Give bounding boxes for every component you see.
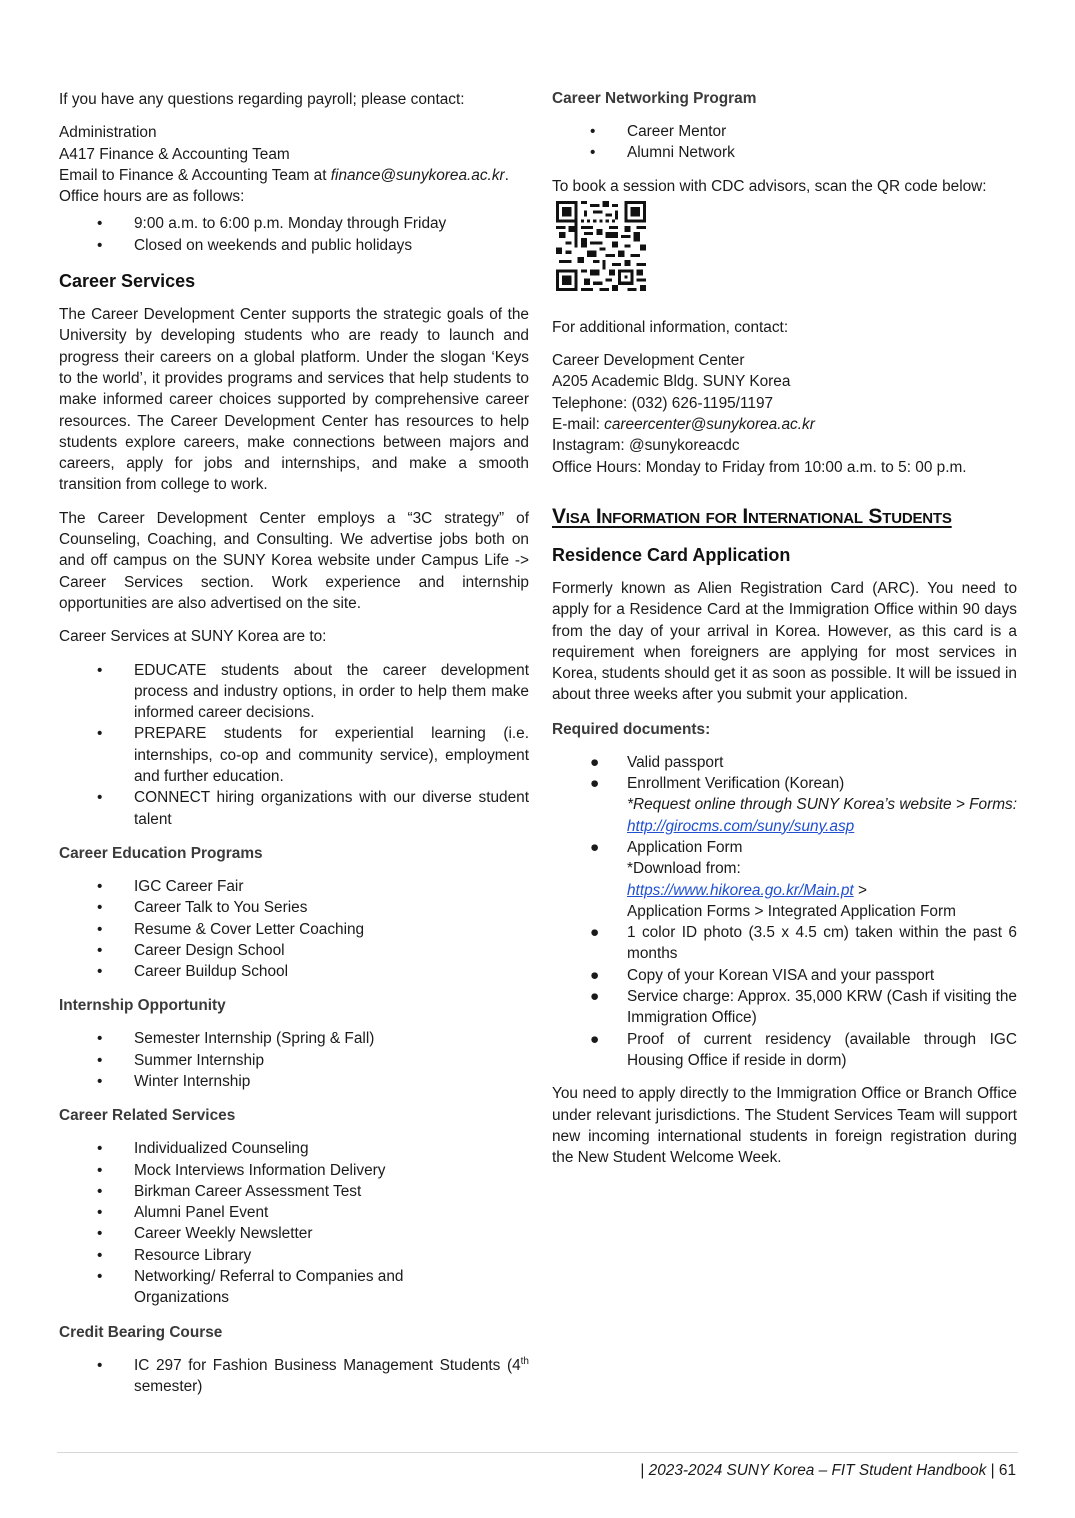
list-item: • Winter Internship xyxy=(59,1071,529,1092)
list-item: ● 1 color ID photo (3.5 x 4.5 cm) taken within the past 6 months xyxy=(590,924,1017,963)
email-line xyxy=(59,165,529,186)
bullet-icon: ● xyxy=(590,753,600,771)
bullet-icon: • xyxy=(97,789,103,807)
bullet-icon: • xyxy=(97,1246,103,1264)
list-item: • Resume & Cover Letter Coaching xyxy=(59,919,529,940)
cdc-contact-block xyxy=(552,350,1017,478)
internship-list xyxy=(59,1028,529,1092)
bullet-icon: • xyxy=(97,1072,103,1090)
bullet-icon: • xyxy=(97,1268,103,1286)
list-item: • Networking/ Referral to Companies and Organizations xyxy=(97,1268,404,1307)
credit-list xyxy=(59,1355,529,1398)
bullet-icon: • xyxy=(97,236,103,254)
email-label: E-mail: xyxy=(552,416,605,434)
list-item: • Mock Interviews Information Delivery xyxy=(59,1160,529,1181)
list-item: • Career Talk to You Series xyxy=(59,897,529,918)
office-hours-list xyxy=(59,213,529,256)
bullet-icon: • xyxy=(97,1182,103,1200)
internship-heading: Internship Opportunity xyxy=(59,997,226,1015)
career-goals-list xyxy=(59,660,529,830)
contact-email-line xyxy=(552,414,1017,435)
required-heading: Required documents: xyxy=(552,720,711,738)
education-list xyxy=(59,876,529,982)
footer-divider xyxy=(57,1452,1018,1453)
list-item: • EDUCATE students about the career development process and industry options, in order to help them make informed career decisions. xyxy=(97,661,529,722)
education-heading: Career Education Programs xyxy=(59,844,263,862)
list-item: ● Valid passport xyxy=(552,752,1017,773)
list-item: • IGC Career Fair xyxy=(59,876,529,897)
bullet-icon: ● xyxy=(590,775,600,793)
finance-email[interactable]: finance@sunykorea.ac.kr xyxy=(330,166,505,184)
list-item: • Closed on weekends and public holidays xyxy=(59,235,529,256)
bullet-icon: • xyxy=(97,1051,103,1069)
bullet-icon: ● xyxy=(590,988,600,1006)
list-item: ● Application Form *Download from: https://www.hikorea.go.kr/Main.pt > Application Forms > Integrated Application Form xyxy=(590,838,956,920)
bullet-icon: • xyxy=(97,941,103,959)
bullet-icon: • xyxy=(97,1030,103,1048)
bullet-icon: • xyxy=(97,1225,103,1243)
qr-code-icon[interactable] xyxy=(556,201,646,291)
bullet-icon: • xyxy=(97,963,103,981)
hours-intro: Office hours are as follows: xyxy=(59,188,245,206)
list-item: • Alumni Panel Event xyxy=(59,1202,529,1223)
bullet-icon: • xyxy=(590,144,596,162)
related-heading: Career Related Services xyxy=(59,1107,236,1125)
enrollment-note: *Request online through SUNY Korea’s website > Forms: http://girocms.com/suny/suny.asp xyxy=(627,796,1017,835)
bullet-icon: ● xyxy=(590,966,600,984)
footer-bar: | xyxy=(640,1462,649,1479)
career-paragraph-3: Career Services at SUNY Korea are to: xyxy=(59,628,327,646)
admin-line: Administration xyxy=(59,124,157,142)
girocms-link[interactable]: http://girocms.com/suny/suny.asp xyxy=(627,817,855,835)
career-services-heading: Career Services xyxy=(59,271,196,292)
bullet-icon: • xyxy=(97,899,103,917)
networking-list xyxy=(552,121,1017,164)
list-item: • IC 297 for Fashion Business Management Students (4th semester) xyxy=(97,1355,529,1395)
career-paragraph-1: The Career Development Center supports the strategic goals of the University by developing students who are ready to launch and progress their careers on a global platform. Under the slogan ‘Keys to the world’, it provides programs and services that help students to make informed career choices supported by comprehensive career resources. The Career Development Center has resources to help students explore careers, make connections between majors and careers, apply for jobs and internships, and make a smooth transition from college to work. xyxy=(59,306,529,494)
bullet-icon: • xyxy=(97,877,103,895)
list-item: ● Copy of your Korean VISA and your passport xyxy=(552,965,1017,986)
bullet-icon: ● xyxy=(590,838,600,856)
hikorea-link[interactable]: https://www.hikorea.go.kr/Main.pt xyxy=(627,881,854,899)
bullet-icon: • xyxy=(97,920,103,938)
payroll-contact xyxy=(59,122,529,207)
list-item: • 9:00 a.m. to 6:00 p.m. Monday through Friday xyxy=(59,213,529,234)
bullet-icon: ● xyxy=(590,1030,600,1048)
list-item: • Summer Internship xyxy=(59,1050,529,1071)
bullet-icon: • xyxy=(97,215,103,233)
list-item: • Individualized Counseling xyxy=(59,1138,529,1159)
bullet-icon: • xyxy=(97,1204,103,1222)
office-hours-line: Office Hours: Monday to Friday from 10:00 a.m. to 5: 00 p.m. xyxy=(552,458,967,476)
email-suffix: . xyxy=(504,166,509,184)
career-center-email[interactable]: careercenter@sunykorea.ac.kr xyxy=(604,416,815,434)
list-item: • PREPARE students for experiential learning (i.e. internships, co-op and community service), employment and further education. xyxy=(97,725,529,786)
list-item: ● Service charge: Approx. 35,000 KRW (Cash if visiting the Immigration Office) xyxy=(590,988,1017,1027)
list-item: • Career Mentor xyxy=(552,121,1017,142)
page-number: | 61 xyxy=(986,1462,1016,1479)
networking-heading: Career Networking Program xyxy=(552,90,757,107)
list-item: ● Proof of current residency (available through IGC Housing Office if reside in dorm) xyxy=(590,1030,1017,1069)
bullet-icon: • xyxy=(97,1356,103,1374)
list-item: • Career Buildup School xyxy=(59,961,529,982)
residence-heading: Residence Card Application xyxy=(552,544,791,565)
related-list xyxy=(59,1138,529,1308)
email-prefix: Email to Finance & Accounting Team at xyxy=(59,166,331,184)
list-item: • CONNECT hiring organizations with our diverse student talent xyxy=(97,789,529,828)
required-documents-list xyxy=(552,752,1017,1071)
visa-heading: Visa Information for International Students xyxy=(552,504,952,528)
contact-line: Telephone: (032) 626-1195/1197 xyxy=(552,394,774,412)
instagram-line: Instagram: @sunykoreacdc xyxy=(552,437,740,455)
qr-intro: To book a session with CDC advisors, scan the QR code below: xyxy=(552,177,987,195)
bullet-icon: • xyxy=(97,1140,103,1158)
closing-paragraph: You need to apply directly to the Immigration Office or Branch Office under relevant jurisdictions. The Student Services Team will support new incoming international students in foreign registration during the New Student Welcome Week. xyxy=(552,1085,1017,1167)
list-item: • Career Weekly Newsletter xyxy=(59,1223,529,1244)
additional-info: For additional information, contact: xyxy=(552,318,789,336)
bullet-icon: • xyxy=(97,1161,103,1179)
bullet-icon: • xyxy=(97,725,103,743)
payroll-intro: If you have any questions regarding payroll; please contact: xyxy=(59,91,465,108)
list-item: • Resource Library xyxy=(59,1245,529,1266)
bullet-icon: ● xyxy=(590,924,600,942)
list-item: • Career Design School xyxy=(59,940,529,961)
list-item: ● Enrollment Verification (Korean) *Request online through SUNY Korea’s website > Forms: http://girocms.com/suny/suny.asp xyxy=(552,773,1017,837)
list-item: • Birkman Career Assessment Test xyxy=(59,1181,529,1202)
bullet-icon: • xyxy=(97,661,103,679)
credit-heading: Credit Bearing Course xyxy=(59,1323,223,1341)
bullet-icon: • xyxy=(590,123,596,140)
residence-paragraph: Formerly known as Alien Registration Card (ARC). You need to apply for a Residence Card at the Immigration Office within 90 days from the day of your arrival in Korea. However, as this card is a requirement when foreigners are applying for most services in Korea, students should get it as soon as possible. It will be issued in about three weeks after you submit your application. xyxy=(552,579,1017,704)
footer-title: 2023-2024 SUNY Korea – FIT Student Handbook xyxy=(648,1462,987,1479)
list-item: • Alumni Network xyxy=(552,142,1017,163)
contact-line: Career Development Center xyxy=(552,352,745,370)
list-item: • Semester Internship (Spring & Fall) xyxy=(59,1028,529,1049)
career-paragraph-2: The Career Development Center employs a “3C strategy” of Counseling, Coaching, and Consulting. We advertise jobs both on and off campus on the SUNY Korea website under Campus Life -> Career Services section. Work experience and internship opportunities are also advertised on the site. xyxy=(59,509,529,612)
page-footer xyxy=(640,1460,1016,1481)
contact-line: A205 Academic Bldg. SUNY Korea xyxy=(552,373,791,391)
admin-line: A417 Finance & Accounting Team xyxy=(59,145,290,163)
right-column xyxy=(552,89,1017,1180)
left-column xyxy=(59,89,529,1409)
